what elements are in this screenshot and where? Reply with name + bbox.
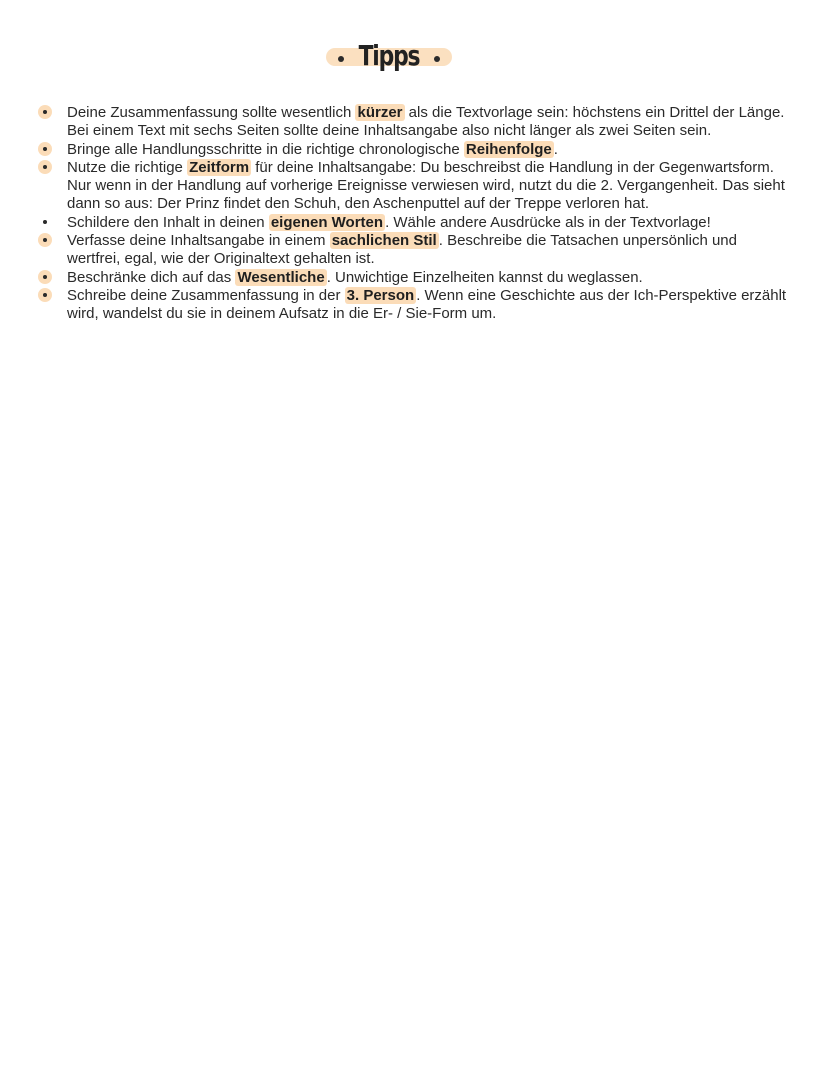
tips-list xyxy=(0,104,828,324)
title-dot-left xyxy=(338,56,344,62)
list-item: Verfasse deine Inhaltsangabe in einem sachlichen Stil . Beschreibe die Tatsachen unpersönlich und wertfrei, egal, wie der Originaltext gehalten ist. xyxy=(0,232,828,269)
list-item: Nutze die richtige Zeitform für deine Inhaltsangabe: Du beschreibst die Handlung in der Gegenwartsform. Nur wenn in der Handlung auf vorherige Ereignisse verwiesen wird, nutzt du die 2. Vergangenheit. Das sieht dann so aus: Der Prinz findet den Schuh, den Aschenputtel auf der Treppe verloren hat. xyxy=(0,159,828,214)
title-row xyxy=(0,38,828,74)
list-item: Schildere den Inhalt in deinen eigenen Worten . Wähle andere Ausdrücke als in der Textvorlage! xyxy=(0,214,828,232)
list-item: Bringe alle Handlungsschritte in die richtige chronologische Reihenfolge . xyxy=(0,141,828,159)
page-title: Tipps xyxy=(358,39,420,72)
bullet-icon xyxy=(38,142,52,156)
bullet-icon xyxy=(38,288,52,302)
bullet-icon xyxy=(38,160,52,174)
highlighted-term: sachlichen Stil xyxy=(331,232,437,250)
highlighted-term: 3. Person xyxy=(346,286,415,304)
bullet-icon xyxy=(38,215,52,229)
bullet-icon xyxy=(38,105,52,119)
title-dot-right xyxy=(434,56,440,62)
highlighted-term: kürzer xyxy=(357,104,403,121)
title-badge xyxy=(324,38,454,74)
list-item: Deine Zusammenfassung sollte wesentlich kürzer als die Textvorlage sein: höchstens ein Drittel der Länge. Bei einem Text mit sechs Seiten sollte deine Inhaltsangabe also nicht länger als zwei Seiten sein. xyxy=(0,104,828,141)
highlighted-term: Zeitform xyxy=(189,158,250,176)
highlighted-term: eigenen Worten xyxy=(270,213,384,231)
bullet-icon xyxy=(38,233,52,247)
list-item: Beschränke dich auf das Wesentliche . Unwichtige Einzelheiten kannst du weglassen. xyxy=(0,269,828,287)
bullet-icon xyxy=(38,270,52,284)
highlighted-term: Wesentliche xyxy=(237,268,325,286)
list-item: Schreibe deine Zusammenfassung in der 3. Person . Wenn eine Geschichte aus der Ich-Perspektive erzählt wird, wandelst du sie in deinem Aufsatz in die Er- / Sie-Form um. xyxy=(0,287,828,324)
highlighted-term: Reihenfolge xyxy=(465,140,552,158)
